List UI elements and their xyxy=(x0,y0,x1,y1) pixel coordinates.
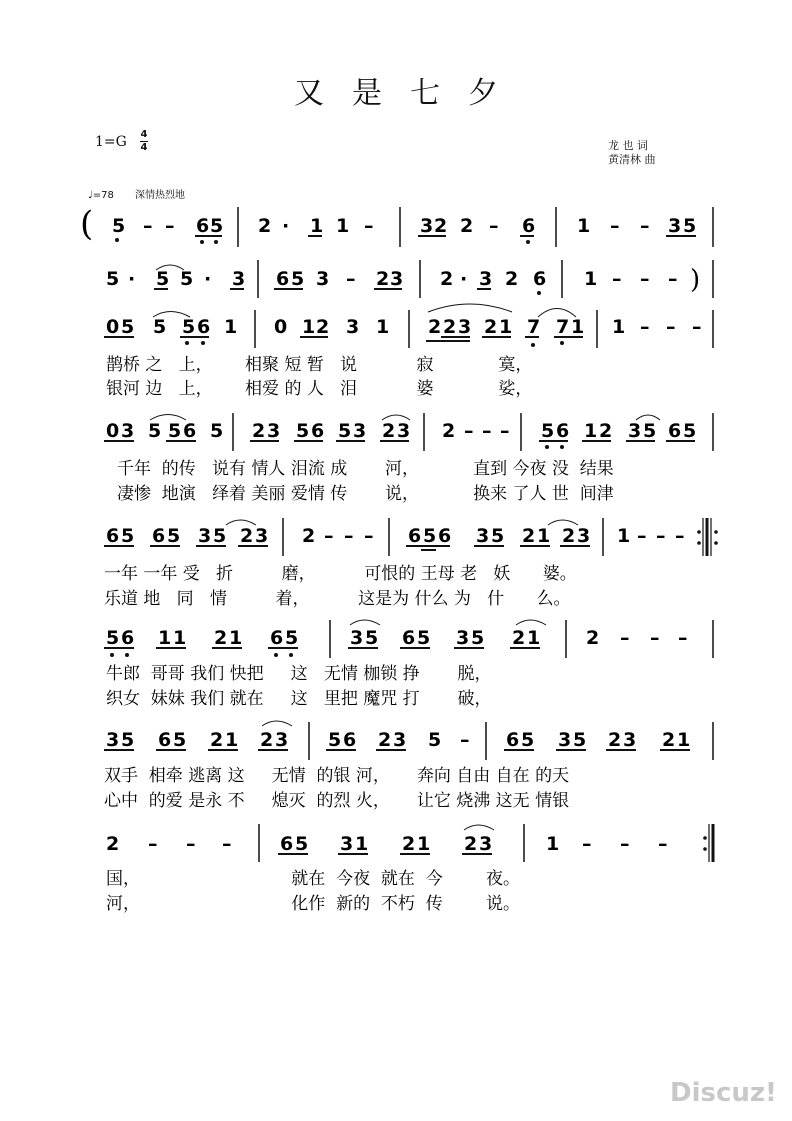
svg-text:5: 5 xyxy=(121,525,135,547)
svg-text:5: 5 xyxy=(491,525,505,547)
svg-text:1: 1 xyxy=(546,833,560,855)
svg-text:6: 6 xyxy=(121,627,135,649)
svg-text:7: 7 xyxy=(527,316,541,338)
svg-text:·: · xyxy=(128,268,136,290)
staff-row-2 xyxy=(106,260,713,298)
svg-text:6: 6 xyxy=(311,420,325,442)
svg-text:3: 3 xyxy=(106,729,120,751)
svg-text:1: 1 xyxy=(612,316,626,338)
svg-text:–: – xyxy=(678,627,688,649)
svg-text:6: 6 xyxy=(506,729,520,751)
svg-text:6: 6 xyxy=(556,420,570,442)
svg-text:6: 6 xyxy=(158,729,172,751)
svg-text:2: 2 xyxy=(402,833,416,855)
svg-text:2: 2 xyxy=(378,729,392,751)
svg-text:3: 3 xyxy=(350,627,364,649)
svg-text:2: 2 xyxy=(258,215,272,237)
svg-text:3: 3 xyxy=(353,420,367,442)
svg-text:3: 3 xyxy=(558,729,572,751)
lyrics-line: 乐道 地 同 情 着， 这是为 什么 为 什 么。 xyxy=(104,589,571,609)
svg-text:5: 5 xyxy=(338,420,352,442)
svg-text:2: 2 xyxy=(382,420,396,442)
svg-text:2: 2 xyxy=(562,525,576,547)
svg-text:2: 2 xyxy=(599,420,613,442)
svg-text:2: 2 xyxy=(662,729,676,751)
lyricist: 龙 也 词 xyxy=(608,139,648,152)
svg-text:3: 3 xyxy=(623,729,637,751)
svg-text:5: 5 xyxy=(210,215,224,237)
svg-text:1: 1 xyxy=(499,316,513,338)
svg-text:–: – xyxy=(500,420,510,442)
tempo-value: ♩=78 xyxy=(88,190,114,201)
svg-text:6: 6 xyxy=(196,215,210,237)
svg-text:–: – xyxy=(620,833,630,855)
svg-text:2: 2 xyxy=(240,525,254,547)
svg-text:1: 1 xyxy=(527,627,541,649)
svg-text:2: 2 xyxy=(260,729,274,751)
svg-text:5: 5 xyxy=(167,525,181,547)
svg-text:7: 7 xyxy=(556,316,570,338)
svg-text:5: 5 xyxy=(168,420,182,442)
svg-text:–: – xyxy=(489,215,499,237)
time-signature-top: 4 xyxy=(140,129,148,140)
svg-text:1: 1 xyxy=(617,525,631,547)
svg-text:–: – xyxy=(658,833,668,855)
svg-text:–: – xyxy=(637,525,647,547)
svg-text:6: 6 xyxy=(106,525,120,547)
svg-text:–: – xyxy=(143,215,153,237)
svg-text:5: 5 xyxy=(153,316,167,338)
svg-text:6: 6 xyxy=(408,525,422,547)
svg-text:2: 2 xyxy=(460,215,474,237)
svg-text:6: 6 xyxy=(402,627,416,649)
svg-text:6: 6 xyxy=(438,525,452,547)
svg-text:2: 2 xyxy=(376,268,390,290)
lyrics-line: 一年 一年 受 折 磨， 可恨的 王母 老 妖 婆。 xyxy=(104,564,577,584)
svg-text:5: 5 xyxy=(285,627,299,649)
svg-text:6: 6 xyxy=(343,729,357,751)
svg-text:–: – xyxy=(482,420,492,442)
svg-text:1: 1 xyxy=(310,215,324,237)
svg-text:3: 3 xyxy=(255,525,269,547)
svg-text:1: 1 xyxy=(417,833,431,855)
svg-text:5: 5 xyxy=(180,268,194,290)
svg-text:1: 1 xyxy=(302,316,316,338)
svg-text:1: 1 xyxy=(336,215,350,237)
lyrics-line: 千年 的传 说有 情人 泪流 成 河， 直到 今夜 没 结果 xyxy=(117,459,614,479)
svg-text:3: 3 xyxy=(479,268,493,290)
svg-text:5: 5 xyxy=(156,268,170,290)
svg-text:–: – xyxy=(222,833,232,855)
svg-text:–: – xyxy=(165,215,175,237)
svg-text:6: 6 xyxy=(280,833,294,855)
svg-text:–: – xyxy=(640,215,650,237)
svg-text:5: 5 xyxy=(296,420,310,442)
svg-text:5: 5 xyxy=(683,215,697,237)
svg-text:5: 5 xyxy=(573,729,587,751)
svg-text:3: 3 xyxy=(476,525,490,547)
svg-text:–: – xyxy=(610,215,620,237)
svg-text:5: 5 xyxy=(365,627,379,649)
svg-text:3: 3 xyxy=(479,833,493,855)
staff-row-5 xyxy=(104,518,718,556)
staff-row-3 xyxy=(104,304,713,348)
svg-text:3: 3 xyxy=(275,729,289,751)
svg-text:–: – xyxy=(640,268,650,290)
staff-row-6 xyxy=(104,620,713,658)
svg-text:–: – xyxy=(148,833,158,855)
svg-text:6: 6 xyxy=(533,268,547,290)
svg-text:0: 0 xyxy=(106,420,120,442)
staff-row-7 xyxy=(104,721,713,760)
lyrics-line: 河， 化作 新的 不朽 传 说。 xyxy=(106,894,520,914)
svg-text:2: 2 xyxy=(434,215,448,237)
svg-text:6: 6 xyxy=(183,420,197,442)
svg-text:5: 5 xyxy=(106,627,120,649)
svg-text:–: – xyxy=(186,833,196,855)
svg-text:·: · xyxy=(282,215,290,237)
lyrics-line: 牛郎 哥哥 我们 快把 这 无情 枷锁 挣 脱， xyxy=(106,664,492,684)
lyrics-line: 心中 的爱 是永 不 熄灭 的烈 火， 让它 烧沸 这无 情银 xyxy=(104,791,570,811)
svg-text:5: 5 xyxy=(643,420,657,442)
svg-text:–: – xyxy=(364,215,374,237)
lyrics-line: 双手 相牵 逃离 这 无情 的银 河， 奔向 自由 自在 的天 xyxy=(104,766,570,786)
svg-text:5: 5 xyxy=(148,420,162,442)
svg-text:1: 1 xyxy=(584,268,598,290)
svg-text:3: 3 xyxy=(456,627,470,649)
svg-text:1: 1 xyxy=(537,525,551,547)
svg-text:3: 3 xyxy=(121,420,135,442)
svg-text:1: 1 xyxy=(355,833,369,855)
svg-text:–: – xyxy=(640,316,650,338)
svg-text:2: 2 xyxy=(252,420,266,442)
svg-text:3: 3 xyxy=(316,268,330,290)
svg-text:–: – xyxy=(668,268,678,290)
svg-text:5: 5 xyxy=(106,268,120,290)
svg-text:2: 2 xyxy=(512,627,526,649)
svg-text:2: 2 xyxy=(210,729,224,751)
svg-text:3: 3 xyxy=(628,420,642,442)
svg-text:2: 2 xyxy=(586,627,600,649)
lyrics-line: 国， 就在 今夜 就在 今 夜。 xyxy=(106,869,520,889)
svg-text:–: – xyxy=(666,316,676,338)
svg-text:2: 2 xyxy=(505,268,519,290)
svg-text:5: 5 xyxy=(423,525,437,547)
svg-text:–: – xyxy=(346,268,356,290)
note: 5 xyxy=(112,215,126,237)
lyrics-line: 织女 妹妹 我们 就在 这 里把 魔咒 打 破， xyxy=(106,689,492,709)
key-signature: 1=G xyxy=(95,134,127,150)
svg-text:–: – xyxy=(344,525,354,547)
svg-text:2: 2 xyxy=(484,316,498,338)
svg-text:5: 5 xyxy=(173,729,187,751)
svg-text:1: 1 xyxy=(229,627,243,649)
watermark-logo: Discuz! xyxy=(670,1078,777,1108)
svg-text:3: 3 xyxy=(420,215,434,237)
svg-text:5: 5 xyxy=(328,729,342,751)
svg-text:2: 2 xyxy=(106,833,120,855)
svg-text:2: 2 xyxy=(442,420,456,442)
svg-text:2: 2 xyxy=(443,316,457,338)
svg-text:–: – xyxy=(460,729,470,751)
svg-text:6: 6 xyxy=(270,627,284,649)
svg-text:3: 3 xyxy=(390,268,404,290)
svg-text:·: · xyxy=(204,268,212,290)
svg-text:3: 3 xyxy=(267,420,281,442)
lyrics-line: 鹊桥 之 上， 相聚 短 暂 说 寂 寞， xyxy=(106,355,533,375)
svg-text:3: 3 xyxy=(577,525,591,547)
svg-text:0: 0 xyxy=(274,316,288,338)
svg-text:5: 5 xyxy=(291,268,305,290)
time-signature-bottom: 4 xyxy=(140,142,148,153)
svg-text:2: 2 xyxy=(440,268,454,290)
svg-text:1: 1 xyxy=(584,420,598,442)
svg-text:–: – xyxy=(612,268,622,290)
svg-text:·: · xyxy=(460,268,468,290)
svg-text:2: 2 xyxy=(522,525,536,547)
svg-text:–: – xyxy=(650,627,660,649)
svg-text:1: 1 xyxy=(225,729,239,751)
svg-text:2: 2 xyxy=(608,729,622,751)
svg-text:3: 3 xyxy=(232,268,246,290)
svg-text:–: – xyxy=(620,627,630,649)
svg-text:): ) xyxy=(690,265,701,295)
svg-text:2: 2 xyxy=(428,316,442,338)
svg-text:2: 2 xyxy=(214,627,228,649)
svg-text:5: 5 xyxy=(121,316,135,338)
svg-text:3: 3 xyxy=(397,420,411,442)
composer: 黄清林 曲 xyxy=(608,153,656,166)
lyrics-line: 凄惨 地演 绎着 美丽 爱情 传 说， 换来 了人 世 间津 xyxy=(117,484,614,504)
svg-text:5: 5 xyxy=(428,729,442,751)
svg-text:(: ( xyxy=(80,204,94,244)
svg-text:1: 1 xyxy=(224,316,238,338)
svg-text:6: 6 xyxy=(276,268,290,290)
svg-text:3: 3 xyxy=(340,833,354,855)
staff-row-8 xyxy=(106,824,713,862)
svg-text:–: – xyxy=(464,420,474,442)
svg-text:5: 5 xyxy=(417,627,431,649)
svg-text:3: 3 xyxy=(198,525,212,547)
svg-text:6: 6 xyxy=(522,215,536,237)
svg-text:5: 5 xyxy=(471,627,485,649)
svg-text:1: 1 xyxy=(173,627,187,649)
svg-text:2: 2 xyxy=(302,525,316,547)
svg-text:5: 5 xyxy=(121,729,135,751)
staff-row-1 xyxy=(80,204,713,247)
svg-text:1: 1 xyxy=(158,627,172,649)
svg-text:5: 5 xyxy=(295,833,309,855)
expression-marking: 深情热烈地 xyxy=(135,190,186,201)
svg-text:5: 5 xyxy=(683,420,697,442)
svg-text:2: 2 xyxy=(316,316,330,338)
svg-text:2: 2 xyxy=(464,833,478,855)
svg-text:5: 5 xyxy=(213,525,227,547)
svg-text:1: 1 xyxy=(677,729,691,751)
svg-text:1: 1 xyxy=(376,316,390,338)
staff-row-4 xyxy=(104,413,713,451)
svg-text:6: 6 xyxy=(668,420,682,442)
svg-text:3: 3 xyxy=(668,215,682,237)
svg-text:5: 5 xyxy=(541,420,555,442)
svg-text:–: – xyxy=(675,525,685,547)
svg-text:5: 5 xyxy=(521,729,535,751)
svg-text:–: – xyxy=(324,525,334,547)
svg-text:–: – xyxy=(364,525,374,547)
svg-text:3: 3 xyxy=(458,316,472,338)
svg-text:5: 5 xyxy=(182,316,196,338)
svg-text:3: 3 xyxy=(393,729,407,751)
svg-text:6: 6 xyxy=(152,525,166,547)
svg-text:1: 1 xyxy=(577,215,591,237)
lyrics-line: 银河 边 上， 相爱 的 人 泪 婆 娑， xyxy=(106,379,533,399)
svg-text:6: 6 xyxy=(197,316,211,338)
svg-text:3: 3 xyxy=(346,316,360,338)
svg-text:–: – xyxy=(692,316,702,338)
svg-text:0: 0 xyxy=(106,316,120,338)
svg-text:5: 5 xyxy=(210,420,224,442)
svg-text:–: – xyxy=(582,833,592,855)
svg-text:–: – xyxy=(656,525,666,547)
song-title: 又是七夕 xyxy=(294,76,526,111)
svg-text:1: 1 xyxy=(571,316,585,338)
